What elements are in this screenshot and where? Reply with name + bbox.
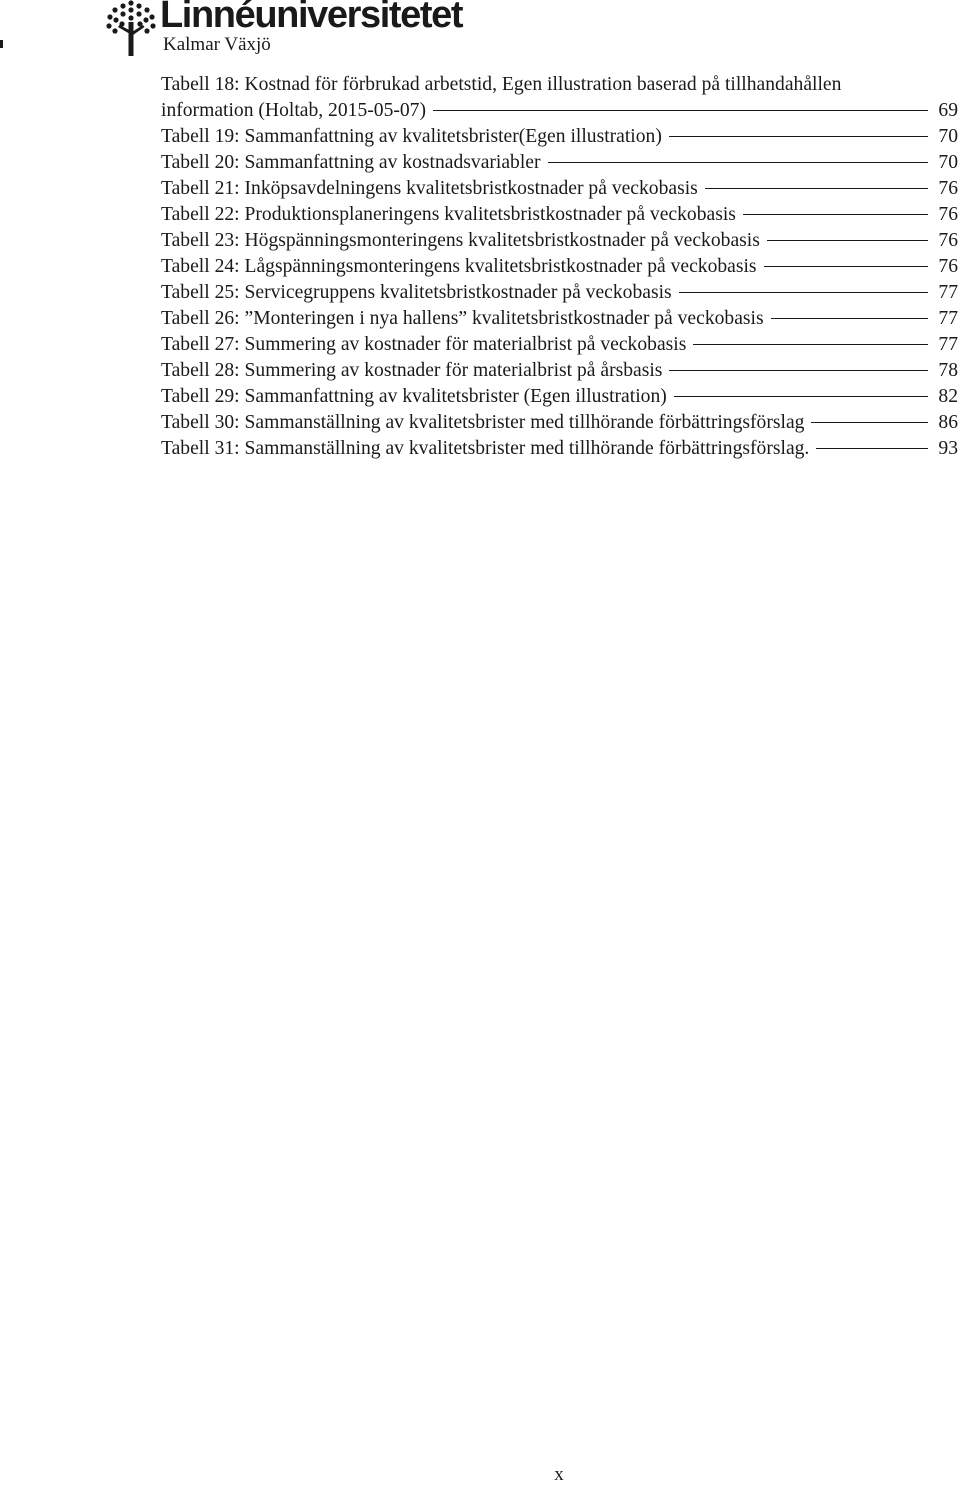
toc-entry-text: Tabell 29: Sammanfattning av kvalitetsbrister (Egen illustration) <box>161 386 667 407</box>
toc-entry-text: Tabell 21: Inköpsavdelningens kvalitetsbristkostnader på veckobasis <box>161 178 698 199</box>
toc-page-number: 70 <box>938 152 958 173</box>
toc-entry[interactable] <box>161 306 958 332</box>
logo-wordmark: Linnéuniversitetet <box>160 0 463 36</box>
toc-leader-line <box>771 318 929 319</box>
toc-entry-text: Tabell 25: Servicegruppens kvalitetsbristkostnader på veckobasis <box>161 282 672 303</box>
toc-page-number: 77 <box>938 334 958 355</box>
toc-page-number: 77 <box>938 308 958 329</box>
toc-page-number: 76 <box>938 256 958 277</box>
toc-leader-line <box>674 396 929 397</box>
toc-page-number: 76 <box>938 230 958 251</box>
toc-entry-text: Tabell 30: Sammanställning av kvalitetsbrister med tillhörande förbättringsförslag <box>161 412 805 433</box>
toc-entry-text: Tabell 20: Sammanfattning av kostnadsvariabler <box>161 152 541 173</box>
toc-entry-text: Tabell 28: Summering av kostnader för materialbrist på årsbasis <box>161 360 663 381</box>
toc-leader-line <box>743 214 929 215</box>
toc-page-number: 82 <box>938 386 958 407</box>
toc-entry-text: Tabell 27: Summering av kostnader för materialbrist på veckobasis <box>161 334 687 355</box>
logo-subtitle: Kalmar Växjö <box>163 34 271 55</box>
toc-page-number: 69 <box>938 100 958 121</box>
toc-leader-line <box>548 162 929 163</box>
toc-entry[interactable] <box>161 72 958 98</box>
toc-entry[interactable] <box>161 332 958 358</box>
toc-entry[interactable] <box>161 150 958 176</box>
toc-entry[interactable] <box>161 98 958 124</box>
toc-page-number: 76 <box>938 204 958 225</box>
toc-entry-text: Tabell 19: Sammanfattning av kvalitetsbrister(Egen illustration) <box>161 126 662 147</box>
toc-entry-text: information (Holtab, 2015-05-07) <box>161 100 427 121</box>
toc-entry[interactable] <box>161 176 958 202</box>
toc-leader-line <box>811 422 928 423</box>
toc-entry[interactable] <box>161 384 958 410</box>
toc-entry-text: Tabell 18: Kostnad för förbrukad arbetstid, Egen illustration baserad på tillhandahållen <box>161 74 842 95</box>
toc-leader-line <box>669 370 928 371</box>
toc-leader-line <box>433 110 928 111</box>
toc-entry[interactable] <box>161 228 958 254</box>
toc-entry[interactable] <box>161 436 958 462</box>
page-number: x <box>554 1464 564 1485</box>
toc-leader-line <box>705 188 929 189</box>
toc-entry[interactable] <box>161 254 958 280</box>
page-edge-mark <box>0 40 3 48</box>
toc-leader-line <box>669 136 929 137</box>
toc-leader-line <box>764 266 929 267</box>
toc-leader-line <box>679 292 929 293</box>
toc-page-number: 77 <box>938 282 958 303</box>
toc-page-number: 76 <box>938 178 958 199</box>
toc-entry[interactable] <box>161 358 958 384</box>
toc-leader-line <box>693 344 928 345</box>
toc-leader-line <box>767 240 929 241</box>
university-logo <box>106 0 466 60</box>
toc-entry-text: Tabell 23: Högspänningsmonteringens kvalitetsbristkostnader på veckobasis <box>161 230 760 251</box>
tree-logo-icon <box>106 0 156 56</box>
toc-entry[interactable] <box>161 124 958 150</box>
toc-entry[interactable] <box>161 410 958 436</box>
table-of-tables <box>161 72 958 462</box>
toc-page-number: 93 <box>938 438 958 459</box>
toc-entry-text: Tabell 26: ”Monteringen i nya hallens” kvalitetsbristkostnader på veckobasis <box>161 308 764 329</box>
toc-page-number: 86 <box>938 412 958 433</box>
toc-page-number: 70 <box>938 126 958 147</box>
toc-leader-line <box>816 448 928 449</box>
toc-page-number: 78 <box>938 360 958 381</box>
toc-entry[interactable] <box>161 280 958 306</box>
toc-entry-text: Tabell 31: Sammanställning av kvalitetsbrister med tillhörande förbättringsförslag. <box>161 438 810 459</box>
toc-entry-text: Tabell 24: Lågspänningsmonteringens kvalitetsbristkostnader på veckobasis <box>161 256 757 277</box>
toc-entry-text: Tabell 22: Produktionsplaneringens kvalitetsbristkostnader på veckobasis <box>161 204 736 225</box>
toc-entry[interactable] <box>161 202 958 228</box>
